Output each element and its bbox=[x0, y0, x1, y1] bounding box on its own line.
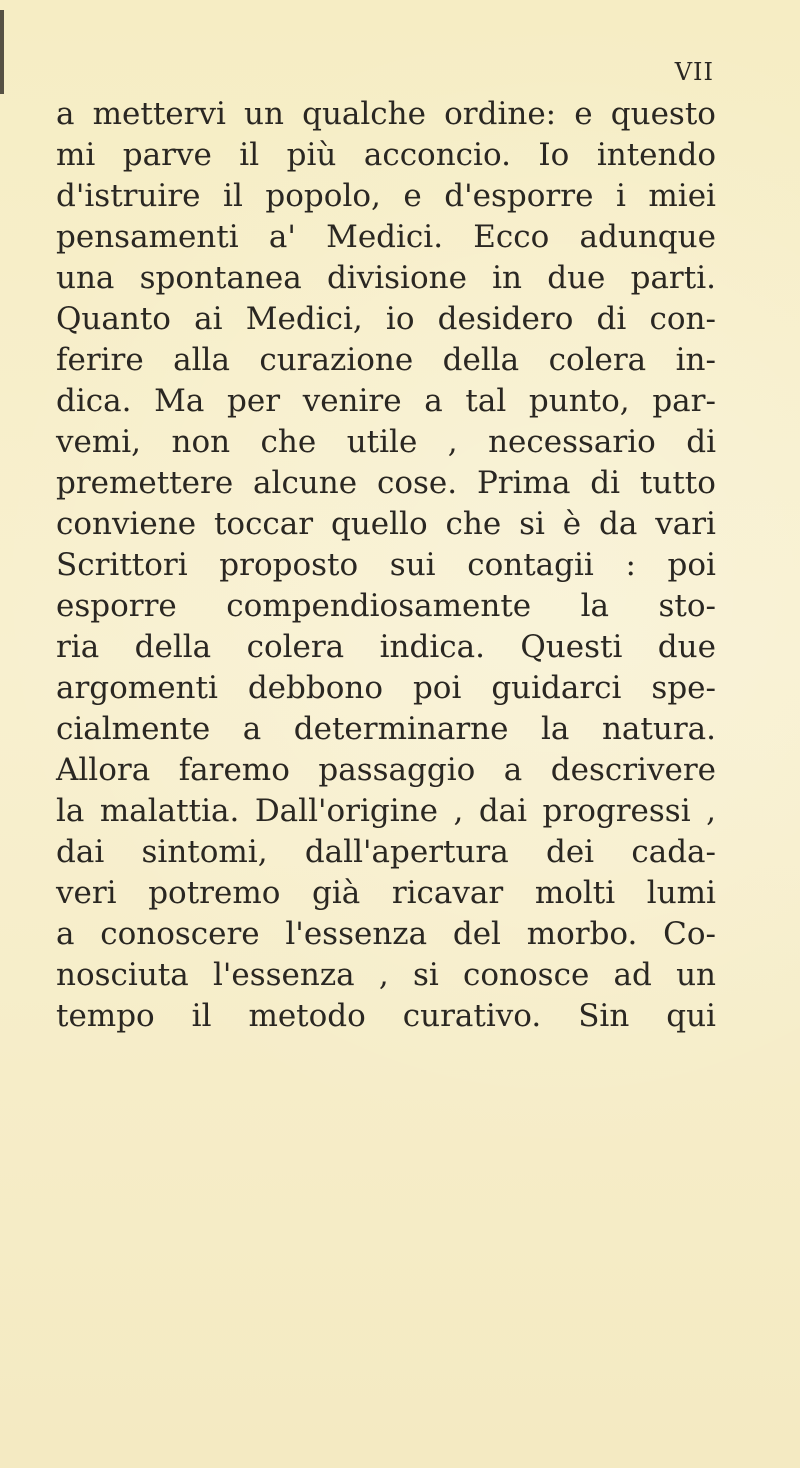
text-word: mi bbox=[56, 137, 96, 173]
text-line bbox=[56, 750, 716, 791]
body-text bbox=[56, 94, 716, 1037]
text-line bbox=[56, 668, 716, 709]
text-word: i bbox=[615, 178, 626, 214]
text-word: necessario bbox=[488, 424, 656, 460]
text-word: spe- bbox=[651, 670, 716, 706]
text-word: progressi bbox=[542, 793, 691, 829]
text-word: descrivere bbox=[550, 752, 716, 788]
text-line bbox=[56, 955, 716, 996]
text-word: sui bbox=[389, 547, 436, 583]
text-word: d'esporre bbox=[444, 178, 594, 214]
text-word: pensamenti bbox=[56, 219, 239, 255]
text-word: morbo. bbox=[526, 916, 638, 952]
text-word: l'essenza bbox=[285, 916, 428, 952]
text-word: ferire bbox=[56, 342, 144, 378]
text-word: , bbox=[706, 793, 716, 829]
text-word: di bbox=[596, 301, 627, 337]
text-word: della bbox=[134, 629, 212, 665]
text-word: più bbox=[286, 137, 337, 173]
text-word: a' bbox=[268, 219, 296, 255]
text-word: punto, bbox=[528, 383, 630, 419]
text-word: Io bbox=[538, 137, 570, 173]
text-word: la bbox=[541, 711, 570, 747]
text-word: curativo. bbox=[402, 998, 542, 1034]
text-line bbox=[56, 996, 716, 1037]
text-word: colera bbox=[548, 342, 647, 378]
page-number: VII bbox=[674, 58, 714, 86]
text-line bbox=[56, 832, 716, 873]
text-word: contagii bbox=[467, 547, 594, 583]
text-word: conoscere bbox=[100, 916, 260, 952]
text-word: debbono bbox=[247, 670, 383, 706]
text-word: sintomi, bbox=[141, 834, 268, 870]
text-word: il bbox=[223, 178, 243, 214]
text-word: lumi bbox=[646, 875, 716, 911]
text-word: conviene bbox=[56, 506, 197, 542]
text-word: cada- bbox=[631, 834, 716, 870]
text-line bbox=[56, 135, 716, 176]
text-word: tal bbox=[465, 383, 507, 419]
text-word: in- bbox=[675, 342, 716, 378]
text-word: , bbox=[378, 957, 389, 993]
text-word: dai bbox=[478, 793, 528, 829]
text-word: questo bbox=[610, 96, 716, 132]
text-word: il bbox=[239, 137, 260, 173]
text-word: proposto bbox=[219, 547, 359, 583]
text-word: Medici. bbox=[326, 219, 444, 255]
text-line bbox=[56, 545, 716, 586]
text-word: adunque bbox=[579, 219, 716, 255]
text-word: ordine: bbox=[444, 96, 557, 132]
text-line bbox=[56, 422, 716, 463]
text-word: Scrittori bbox=[56, 547, 188, 583]
text-word: poi bbox=[412, 670, 462, 706]
text-line bbox=[56, 176, 716, 217]
text-word: Ma bbox=[154, 383, 205, 419]
text-word: di bbox=[590, 465, 621, 501]
text-word: potremo bbox=[148, 875, 281, 911]
text-word: parti. bbox=[630, 260, 716, 296]
text-word: sto- bbox=[658, 588, 716, 624]
text-word: qualche bbox=[302, 96, 426, 132]
text-word: colera bbox=[246, 629, 345, 665]
text-word: quello bbox=[330, 506, 428, 542]
text-word: passaggio bbox=[318, 752, 476, 788]
text-word: che bbox=[445, 506, 502, 542]
text-word: tutto bbox=[639, 465, 716, 501]
page-edge-mark bbox=[0, 10, 4, 94]
text-word: il bbox=[191, 998, 212, 1034]
text-line bbox=[56, 381, 716, 422]
text-word: alla bbox=[173, 342, 230, 378]
text-word: conosce bbox=[463, 957, 590, 993]
text-word: argomenti bbox=[56, 670, 218, 706]
text-word: , bbox=[453, 793, 464, 829]
text-word: metodo bbox=[248, 998, 366, 1034]
text-word: e bbox=[574, 96, 593, 132]
text-word: non bbox=[171, 424, 231, 460]
text-word: due bbox=[547, 260, 606, 296]
text-word: la bbox=[56, 793, 85, 829]
text-word: veri bbox=[56, 875, 117, 911]
text-word: del bbox=[452, 916, 501, 952]
text-word: ad bbox=[613, 957, 652, 993]
text-word: utile bbox=[346, 424, 418, 460]
text-word: dall'apertura bbox=[304, 834, 509, 870]
text-word: Co- bbox=[663, 916, 716, 952]
text-word: si bbox=[412, 957, 439, 993]
text-line bbox=[56, 873, 716, 914]
text-word: da bbox=[599, 506, 638, 542]
text-line bbox=[56, 340, 716, 381]
text-word: è bbox=[562, 506, 582, 542]
text-line bbox=[56, 258, 716, 299]
text-line bbox=[56, 791, 716, 832]
text-word: desidero bbox=[437, 301, 574, 337]
text-word: la bbox=[580, 588, 609, 624]
text-word: curazione bbox=[259, 342, 414, 378]
text-word: l'essenza bbox=[212, 957, 355, 993]
text-word: nosciuta bbox=[56, 957, 189, 993]
text-word: a bbox=[424, 383, 443, 419]
text-word: , bbox=[447, 424, 458, 460]
text-line bbox=[56, 586, 716, 627]
text-word: per bbox=[227, 383, 281, 419]
text-word: a bbox=[56, 96, 75, 132]
text-word: dai bbox=[56, 834, 105, 870]
text-word: della bbox=[442, 342, 520, 378]
text-word: intendo bbox=[596, 137, 716, 173]
text-word: che bbox=[260, 424, 317, 460]
text-word: cialmente bbox=[56, 711, 211, 747]
text-line bbox=[56, 627, 716, 668]
text-word: un bbox=[244, 96, 284, 132]
text-line bbox=[56, 914, 716, 955]
text-word: tempo bbox=[56, 998, 155, 1034]
text-word: malattia. bbox=[99, 793, 240, 829]
text-word: cose. bbox=[376, 465, 458, 501]
text-word: Sin bbox=[578, 998, 630, 1034]
text-word: divisione bbox=[326, 260, 467, 296]
text-word: parve bbox=[122, 137, 212, 173]
text-word: acconcio. bbox=[363, 137, 511, 173]
text-word: venire bbox=[302, 383, 402, 419]
text-word: esporre bbox=[56, 588, 177, 624]
text-word: guidarci bbox=[491, 670, 622, 706]
text-word: a bbox=[503, 752, 523, 788]
text-word: faremo bbox=[178, 752, 290, 788]
text-word: già bbox=[311, 875, 361, 911]
text-word: popolo, bbox=[265, 178, 381, 214]
text-word: dei bbox=[545, 834, 595, 870]
text-word: Prima bbox=[476, 465, 571, 501]
text-word: toccar bbox=[213, 506, 314, 542]
text-word: spontanea bbox=[139, 260, 302, 296]
text-word: ricavar bbox=[391, 875, 504, 911]
text-word: miei bbox=[648, 178, 716, 214]
text-word: vari bbox=[655, 506, 716, 542]
text-line bbox=[56, 94, 716, 135]
text-line bbox=[56, 217, 716, 258]
text-word: di bbox=[686, 424, 716, 460]
text-line bbox=[56, 504, 716, 545]
text-word: d'istruire bbox=[56, 178, 201, 214]
text-word: par- bbox=[652, 383, 716, 419]
text-word: alcune bbox=[253, 465, 358, 501]
text-word: Quanto bbox=[56, 301, 171, 337]
text-word: poi bbox=[667, 547, 716, 583]
text-word: con- bbox=[649, 301, 716, 337]
text-word: Medici, bbox=[245, 301, 363, 337]
text-word: vemi, bbox=[56, 424, 142, 460]
text-word: Allora bbox=[56, 752, 151, 788]
text-word: a bbox=[56, 916, 75, 952]
text-word: premettere bbox=[56, 465, 234, 501]
text-word: natura. bbox=[601, 711, 716, 747]
text-word: a bbox=[242, 711, 262, 747]
text-word: Questi bbox=[520, 629, 623, 665]
text-word: una bbox=[56, 260, 115, 296]
text-word: e bbox=[403, 178, 422, 214]
text-word: compendiosamente bbox=[226, 588, 532, 624]
text-word: ai bbox=[194, 301, 223, 337]
text-word: Ecco bbox=[473, 219, 550, 255]
text-word: : bbox=[625, 547, 636, 583]
text-line bbox=[56, 299, 716, 340]
text-word: io bbox=[385, 301, 415, 337]
text-word: due bbox=[657, 629, 716, 665]
text-line bbox=[56, 709, 716, 750]
text-word: mettervi bbox=[92, 96, 226, 132]
text-word: Dall'origine bbox=[254, 793, 438, 829]
text-word: un bbox=[676, 957, 716, 993]
text-line bbox=[56, 463, 716, 504]
text-word: ria bbox=[56, 629, 100, 665]
text-word: dica. bbox=[56, 383, 132, 419]
text-word: molti bbox=[534, 875, 616, 911]
text-word: determinarne bbox=[293, 711, 509, 747]
text-word: in bbox=[492, 260, 523, 296]
text-word: indica. bbox=[379, 629, 485, 665]
text-word: si bbox=[519, 506, 545, 542]
text-word: qui bbox=[666, 998, 716, 1034]
